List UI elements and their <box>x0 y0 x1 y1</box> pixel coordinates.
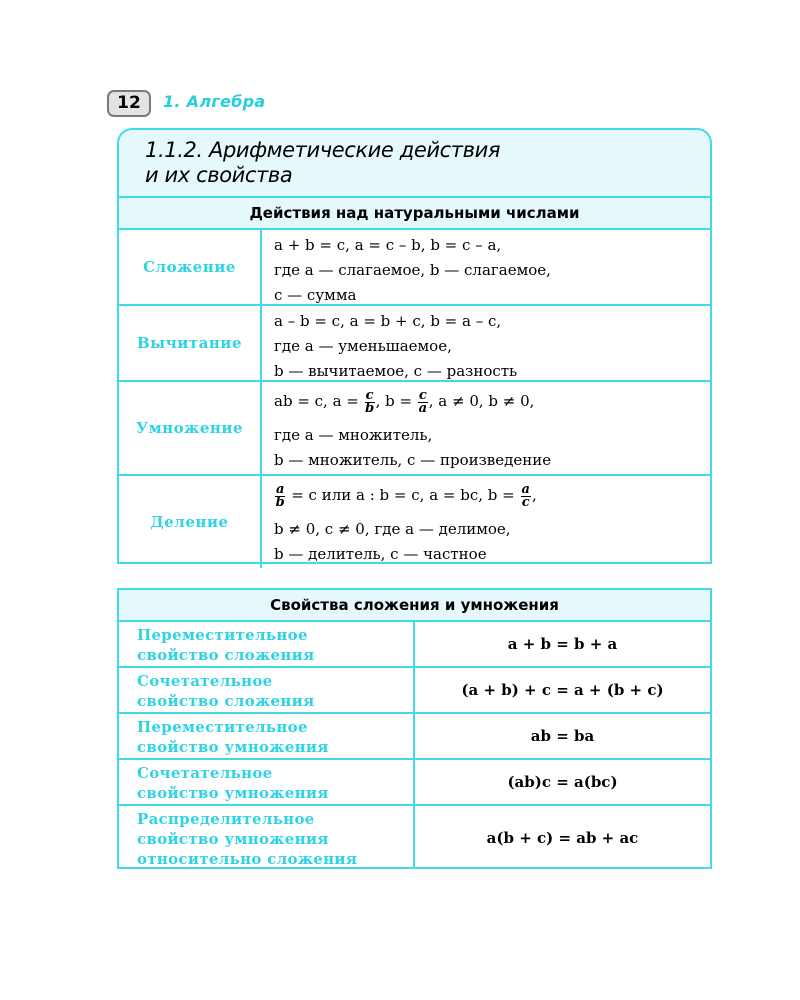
formula-text: = c или a : b = c, a = bc, b = <box>291 486 515 504</box>
formula-line: b — вычитаемое, c — разность <box>274 362 518 380</box>
property-name <box>119 760 415 804</box>
table-row <box>119 760 710 806</box>
properties-table <box>117 588 712 869</box>
formula-line: a + b = c, a = c – b, b = c – a, <box>274 236 502 254</box>
property-name-line: свойство умножения <box>137 784 329 802</box>
fraction-denominator: c <box>521 494 530 510</box>
title-line-1: 1.1.2. Арифметические действия <box>145 138 501 162</box>
property-name-line: Сочетательное <box>137 672 273 690</box>
operation-description <box>262 476 710 568</box>
formula-line: b — делитель, c — частное <box>274 545 487 563</box>
table-row <box>119 382 710 476</box>
operation-label: Деление <box>119 476 262 568</box>
property-name <box>119 622 415 666</box>
fraction-numerator: a <box>521 481 530 497</box>
formula-line: b — множитель, c — произведение <box>274 451 552 469</box>
operation-label: Сложение <box>119 230 262 304</box>
operations-table-heading: Действия над натуральными числами <box>119 198 710 230</box>
property-name-line: свойство сложения <box>137 646 315 664</box>
property-name-line: Переместительное <box>137 718 308 736</box>
property-name-line: свойство сложения <box>137 692 315 710</box>
fraction-numerator: c <box>365 387 374 403</box>
fraction <box>365 387 375 416</box>
table-row <box>119 476 710 568</box>
property-name-line: свойство умножения <box>137 738 329 756</box>
formula-line: b ≠ 0, c ≠ 0, где a — делимое, <box>274 520 511 538</box>
formula-line: a – b = c, a = b + c, b = a – c, <box>274 312 502 330</box>
formula-text: ab = c, a = <box>274 392 359 410</box>
formula-line: c — сумма <box>274 286 357 304</box>
fraction <box>418 387 428 416</box>
property-name <box>119 668 415 712</box>
title-line-2: и их свойства <box>145 163 293 187</box>
fraction-denominator: a <box>418 400 428 416</box>
property-name-line: Переместительное <box>137 626 308 644</box>
property-formula: (a + b) + c = a + (b + c) <box>461 681 664 699</box>
property-formula: a(b + c) = ab + ac <box>486 828 639 847</box>
table-row <box>119 230 710 306</box>
table-row <box>119 306 710 382</box>
property-name <box>119 714 415 758</box>
page-title <box>145 138 500 188</box>
formula-line: где a — слагаемое, b — слагаемое, <box>274 261 551 279</box>
operations-table <box>117 196 712 564</box>
table-row <box>119 714 710 760</box>
formula-line: где a — множитель, <box>274 426 433 444</box>
formula-text: , b = <box>375 392 413 410</box>
operation-label: Умножение <box>119 382 262 474</box>
fraction-denominator: b <box>275 494 285 510</box>
fraction-numerator: a <box>276 481 285 497</box>
property-formula: a + b = b + a <box>507 635 618 653</box>
property-name-line: относительно сложения <box>137 850 358 868</box>
properties-table-heading: Свойства сложения и умножения <box>119 590 710 622</box>
table-row <box>119 668 710 714</box>
operation-description <box>262 306 710 380</box>
formula-text: , <box>531 486 537 504</box>
title-box <box>117 128 712 198</box>
operation-description <box>262 230 710 304</box>
operation-label: Вычитание <box>119 306 262 380</box>
property-name-line: Сочетательное <box>137 764 273 782</box>
property-name-line: Распределительное <box>137 810 315 828</box>
fraction <box>521 481 531 510</box>
fraction <box>275 481 285 510</box>
section-header: 1. Алгебра <box>163 92 266 111</box>
property-formula: ab = ba <box>530 727 595 745</box>
operation-description <box>262 382 710 474</box>
formula-text: , a ≠ 0, b ≠ 0, <box>428 392 535 410</box>
formula-line: где a — уменьшаемое, <box>274 337 452 355</box>
table-row <box>119 806 710 869</box>
property-formula: (ab)c = a(bc) <box>507 773 618 791</box>
property-name <box>119 806 415 869</box>
formula-line <box>274 483 710 517</box>
table-row <box>119 622 710 668</box>
property-name-line: свойство умножения <box>137 830 329 848</box>
fraction-numerator: c <box>418 387 427 403</box>
page-number: 12 <box>107 90 151 117</box>
formula-line <box>274 389 710 423</box>
fraction-denominator: b <box>365 400 375 416</box>
